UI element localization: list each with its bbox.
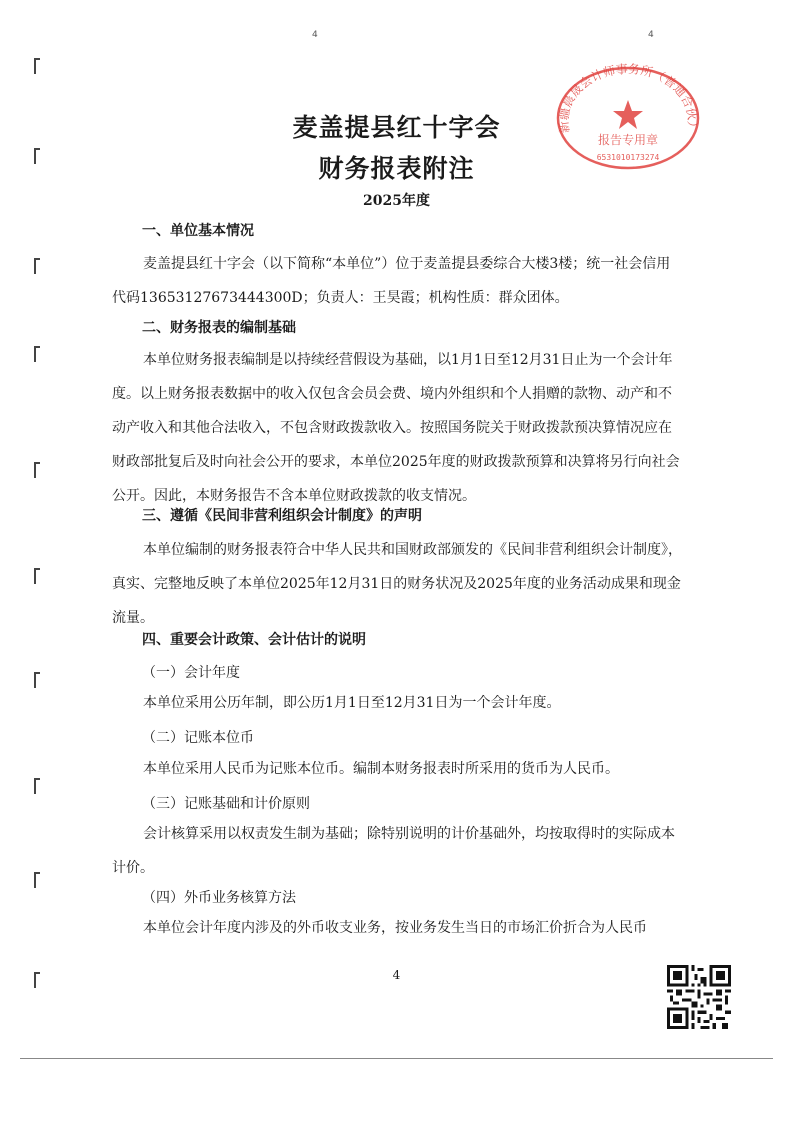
subsection-heading: （三）记账基础和计价原则 — [142, 796, 310, 812]
section-paragraph: 本单位会计年度内涉及的外币收支业务，按业务发生当日的市场汇价折合为人民币 — [143, 920, 647, 936]
binding-mark — [34, 462, 40, 478]
page-number: 4 — [392, 968, 401, 982]
subsection-heading: （四）外币业务核算方法 — [142, 890, 296, 906]
section-paragraph: 麦盖提县红十字会（以下简称“本单位”）位于麦盖提县委综合大楼3楼；统一社会信用代码13653127673444300D；负责人：王昊霞；机构性质：群众团体。 — [112, 256, 671, 306]
section-paragraph: 本单位采用公历年制，即公历1月1日至12月31日为一个会计年度。 — [143, 695, 561, 711]
document-title: 麦盖提县红十字会 — [292, 113, 501, 142]
top-mark: 4 — [648, 30, 654, 40]
binding-mark — [34, 568, 40, 584]
binding-mark — [34, 872, 40, 888]
report-year: 2025年度 — [363, 193, 430, 209]
binding-mark — [34, 58, 40, 74]
binding-mark — [34, 346, 40, 362]
section-paragraph: 本单位编制的财务报表符合中华人民共和国财政部颁发的《民间非营利组织会计制度》，真实、完整地反映了本单位2025年12月31日的财务状况及2025年度的业务活动成果和现金流量。 — [112, 542, 682, 626]
section-paragraph: 本单位采用人民币为记账本位币。编制本财务报表时所采用的货币为人民币。 — [143, 761, 619, 777]
section-heading: 三、遵循《民间非营利组织会计制度》的声明 — [142, 508, 422, 524]
qr-code-icon — [667, 965, 731, 1029]
section-heading: 四、重要会计政策、会计估计的说明 — [142, 632, 366, 648]
top-mark: 4 — [312, 30, 318, 40]
svg-text:新疆晨晟会计师事务所（普通合伙）: 新疆晨晟会计师事务所（普通合伙） — [556, 62, 700, 135]
scan-edge-line — [20, 1058, 773, 1059]
section-heading: 一、单位基本情况 — [142, 223, 254, 239]
binding-mark — [34, 672, 40, 688]
svg-text:报告专用章: 报告专用章 — [597, 133, 659, 147]
document-subtitle: 财务报表附注 — [318, 154, 475, 183]
binding-mark — [34, 258, 40, 274]
subsection-heading: （二）记账本位币 — [142, 730, 254, 746]
svg-text:6531010173274: 6531010173274 — [596, 153, 660, 162]
section-paragraph: 本单位财务报表编制是以持续经营假设为基础，以1月1日至12月31日止为一个会计年度。以上财务报表数据中的收入仅包含会员会费、境内外组织和个人捐赠的款物、动产和不动产收入和其他合法收入，不包含财政拨款收入。按照国务院关于财政拨款预决算情况应在财政部批复后及时向社会公开的要求，本单位2025年度的财政拨款预算和决算将另行向社会公开。因此，本财务报告不含本单位财政拨款的收支情况。 — [112, 352, 680, 504]
subsection-heading: （一）会计年度 — [142, 665, 240, 681]
section-paragraph: 会计核算采用以权责发生制为基础；除特别说明的计价基础外，均按取得时的实际成本计价。 — [112, 826, 675, 876]
binding-mark — [34, 778, 40, 794]
section-heading: 二、财务报表的编制基础 — [142, 320, 296, 336]
